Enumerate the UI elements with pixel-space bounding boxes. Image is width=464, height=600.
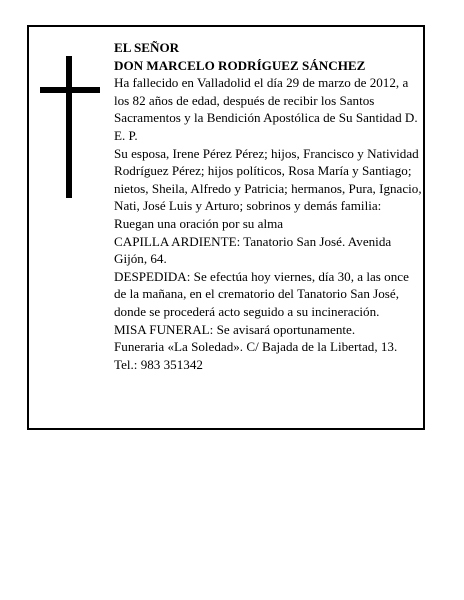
funeral-mass-info: MISA FUNERAL: Se avisará oportunamente. xyxy=(114,321,356,337)
phone-number: Tel.: 983 351342 xyxy=(114,356,203,372)
cross-horizontal-bar xyxy=(40,87,100,93)
obituary-notice xyxy=(27,25,425,430)
notice-title-line-1: EL SEÑOR xyxy=(114,40,180,55)
death-announcement: Ha fallecido en Valladolid el día 29 de marzo de 2012, a los 82 años de edad, después de recibir los Santos Sacramentos y la Bendición Apostólica de Su Santidad D. E. P. xyxy=(114,75,418,143)
notice-title-line-2: DON MARCELO RODRÍGUEZ SÁNCHEZ xyxy=(114,57,366,73)
chapel-info: CAPILLA ARDIENTE: Tanatorio San José. Avenida Gijón, 64. xyxy=(114,233,392,267)
notice-text xyxy=(114,39,424,373)
prayer-request: Ruegan una oración por su alma xyxy=(114,215,284,231)
cross-vertical-bar xyxy=(66,56,72,198)
farewell-info: DESPEDIDA: Se efectúa hoy viernes, día 30, a las once de la mañana, en el crematorio del Tanatorio San José, donde se procederá acto seguido a su incineración. xyxy=(114,268,409,319)
cross-icon xyxy=(40,56,100,198)
family-list: Su esposa, Irene Pérez Pérez; hijos, Francisco y Natividad Rodríguez Pérez; hijos políticos, Rosa María y Santiago; nietos, Sheila, Alfredo y Patricia; hermanos, Pura, Ignacio, Nati, José Luis y Arturo; sobrinos y demás familia: xyxy=(114,145,422,214)
funeral-home-info: Funeraria «La Soledad». C/ Bajada de la Libertad, 13. xyxy=(114,339,398,355)
